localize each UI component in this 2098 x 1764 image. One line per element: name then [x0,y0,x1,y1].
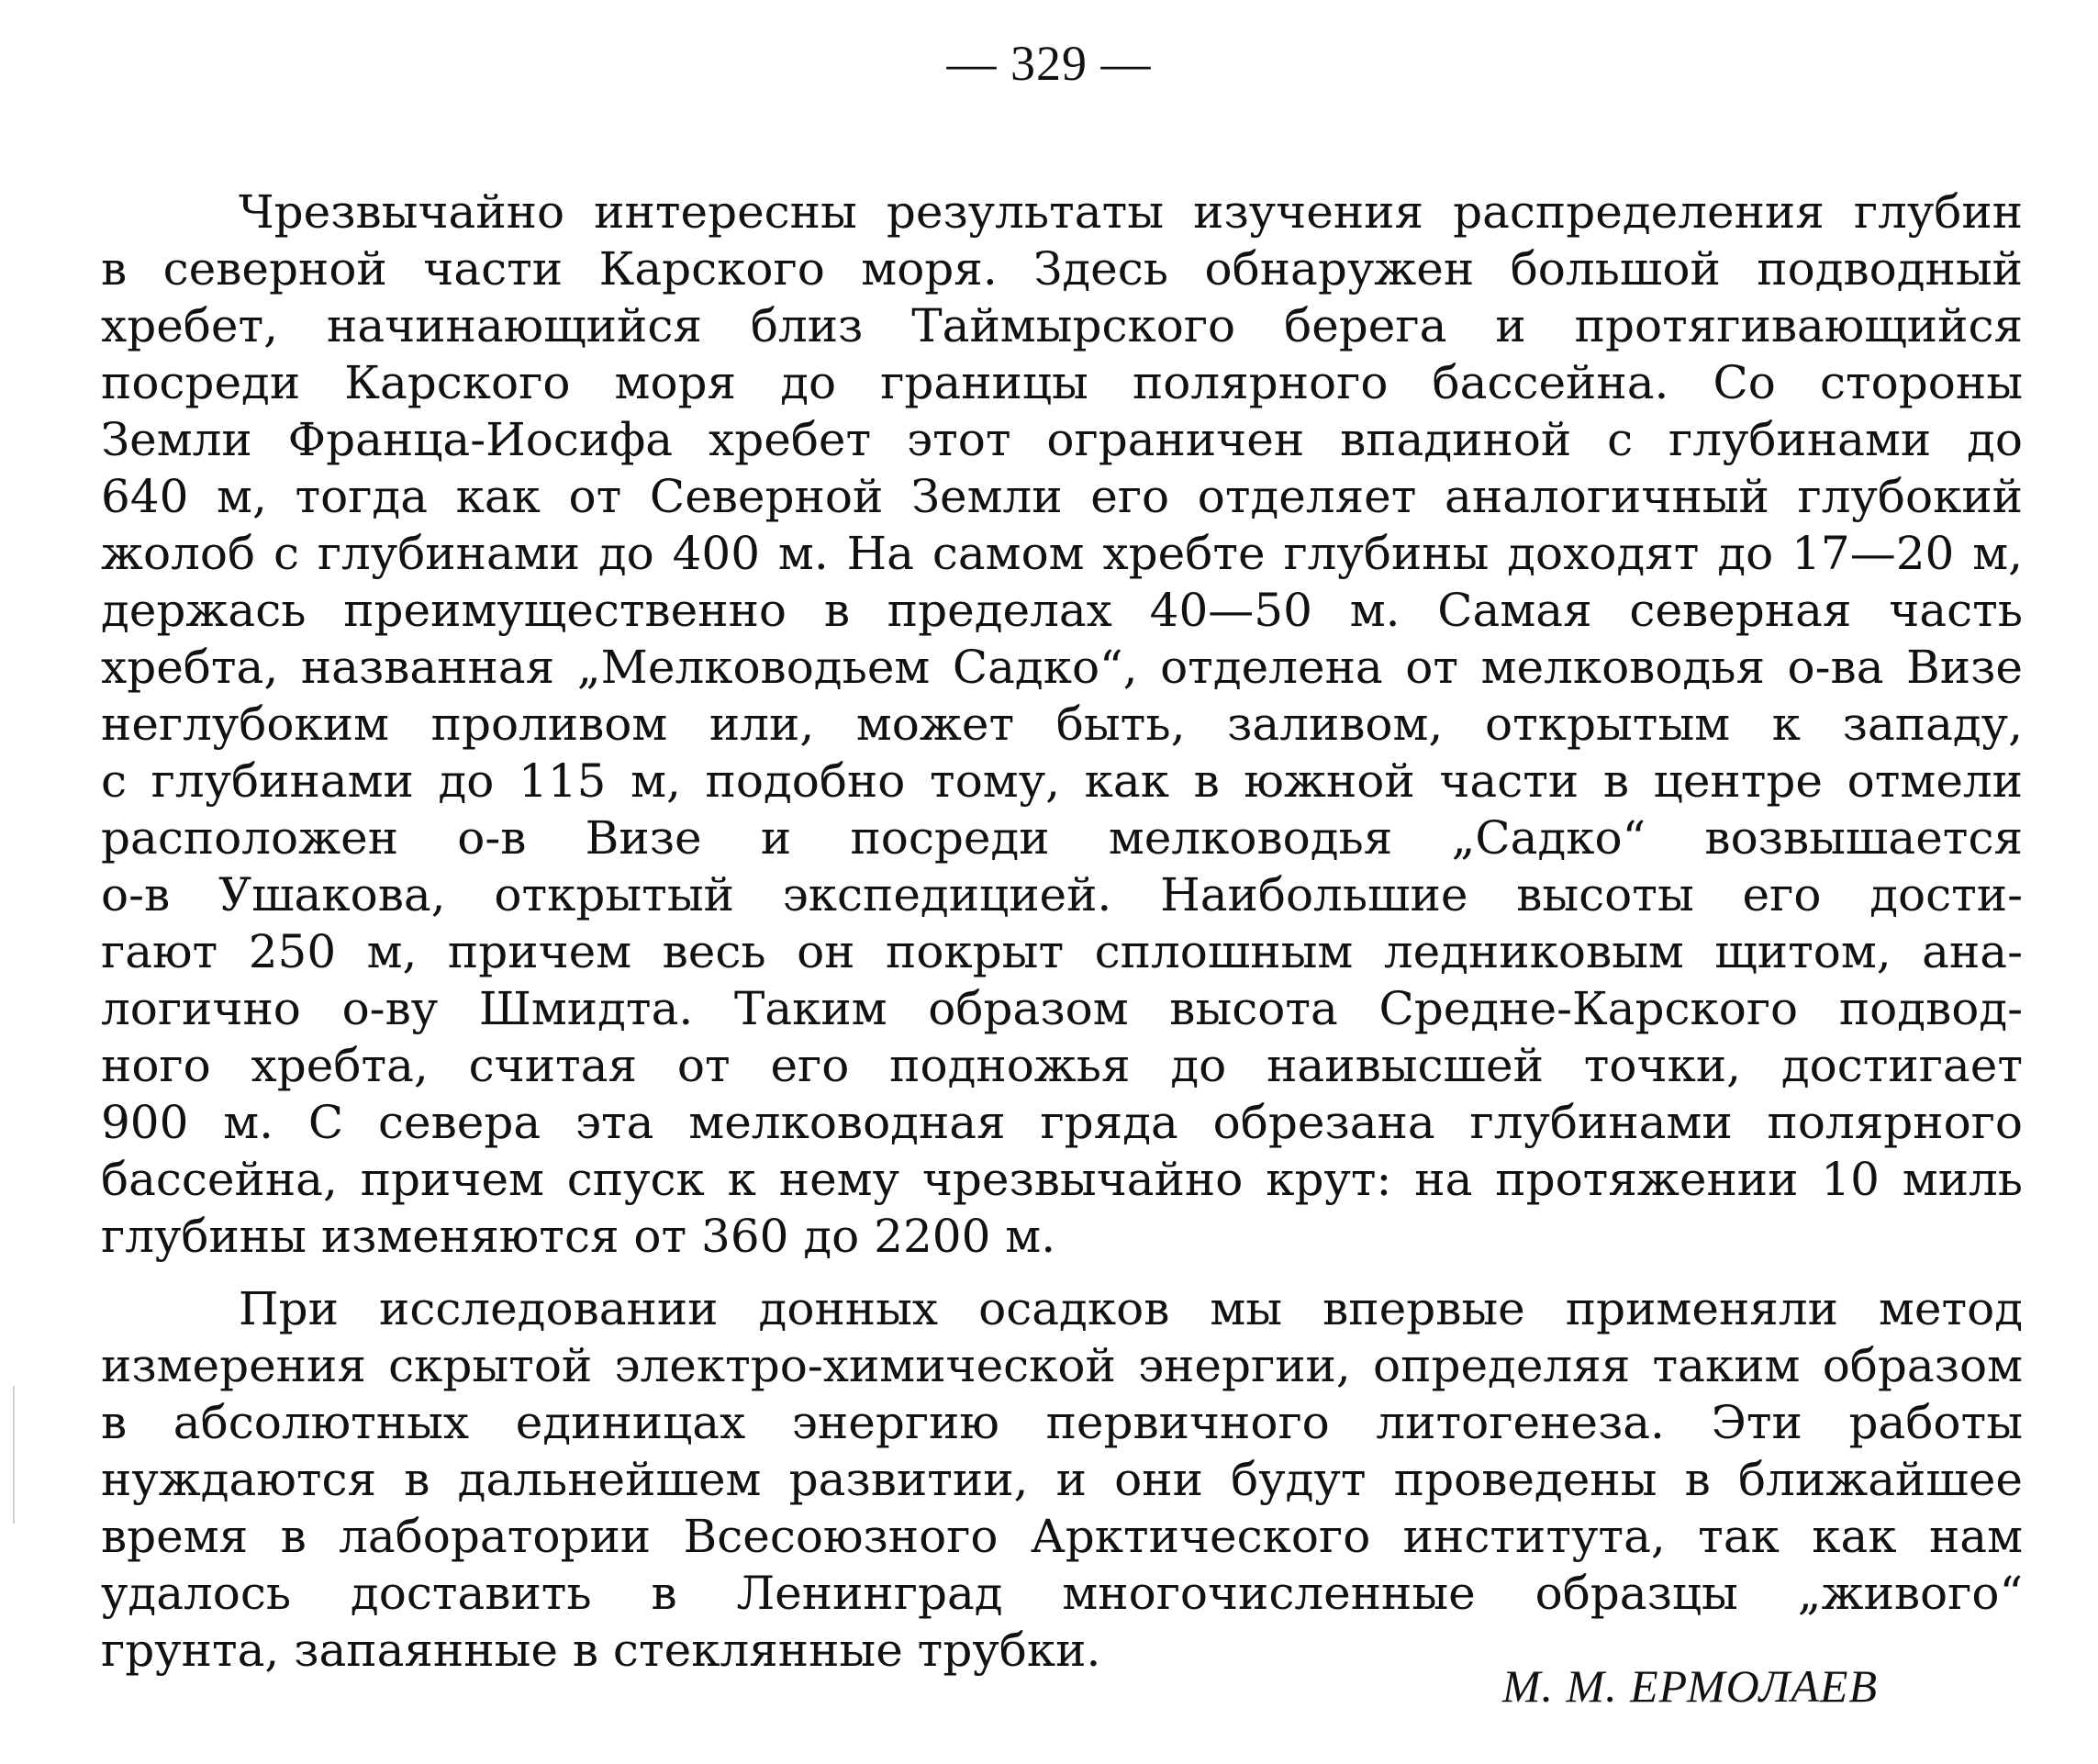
paragraph-line: посреди Карского моря до границы полярного бассейна. Со стороны [101,356,2023,409]
paragraph-line: нуждаются в дальнейшем развитии, и они будут проведены в ближайшее [101,1453,2023,1506]
paragraph-line: неглубоким проливом или, может быть, заливом, открытым к западу, [101,698,2023,751]
paragraph-line: жолоб с глубинами до 400 м. На самом хребте глубины доходят до 17—20 м, [101,527,2023,580]
paragraph-line: При исследовании донных осадков мы впервые применяли метод [239,1282,2023,1335]
paragraph-line: с глубинами до 115 м, подобно тому, как в южной части в центре отмели [101,754,2023,808]
paragraph-line: 640 м, тогда как от Северной Земли его отделяет аналогичный глубокий [101,470,2023,523]
scan-margin-mark [13,1386,15,1524]
paragraph-line: 900 м. С севера эта мелководная гряда обрезана глубинами полярного [101,1096,2023,1149]
paragraph-line: измерения скрытой электро-химической энергии, определяя таким образом [101,1339,2023,1392]
paragraph-2 [101,1280,2023,1679]
paragraph-line: бассейна, причем спуск к нему чрезвычайно крут: на протяжении 10 миль [101,1153,2023,1206]
author-signature: М. М. ЕРМОЛАЕВ [1501,1660,1878,1712]
paragraph-line: Чрезвычайно интересны результаты изучения распределения глубин [239,185,2023,239]
paragraph-line: о-в Ушакова, открытый экспедицией. Наибольшие высоты его дости- [101,868,2023,921]
paragraph-line: ного хребта, считая от его подножья до наивысшей точки, достигает [101,1039,2023,1092]
page-number: — 329 — [946,36,1152,91]
paragraph-1 [101,184,2023,1265]
paragraph-line: гают 250 м, причем весь он покрыт сплошным ледниковым щитом, ана- [101,925,2023,978]
paragraph-line: хребта, названная „Мелководьем Садко“, отделена от мелководья о-ва Визе [101,641,2023,694]
paragraph-line: удалось доставить в Ленинград многочисленные образцы „живого“ [101,1567,2023,1620]
paragraph-line: в северной части Карского моря. Здесь обнаружен большой подводный [101,242,2023,296]
paragraph-line: грунта, запаянные в стеклянные трубки. [101,1624,1101,1677]
paragraph-line: хребет, начинающийся близ Таймырского берега и протягивающийся [101,299,2023,352]
paragraph-line: глубины изменяются от 360 до 2200 м. [101,1210,1056,1263]
paragraph-line: Земли Франца-Иосифа хребет этот ограничен впадиной с глубинами до [101,413,2023,466]
paragraph-line: логично о-ву Шмидта. Таким образом высота Средне-Карского подвод- [101,982,2023,1035]
paragraph-line: в абсолютных единицах энергию первичного литогенеза. Эти работы [101,1396,2023,1449]
paragraph-line: расположен о-в Визе и посреди мелководья „Садко“ возвышается [101,811,2023,865]
paragraph-line: время в лаборатории Всесоюзного Арктического института, так как нам [101,1510,2023,1563]
paragraph-line: держась преимущественно в пределах 40—50 м. Самая северная часть [101,584,2023,637]
